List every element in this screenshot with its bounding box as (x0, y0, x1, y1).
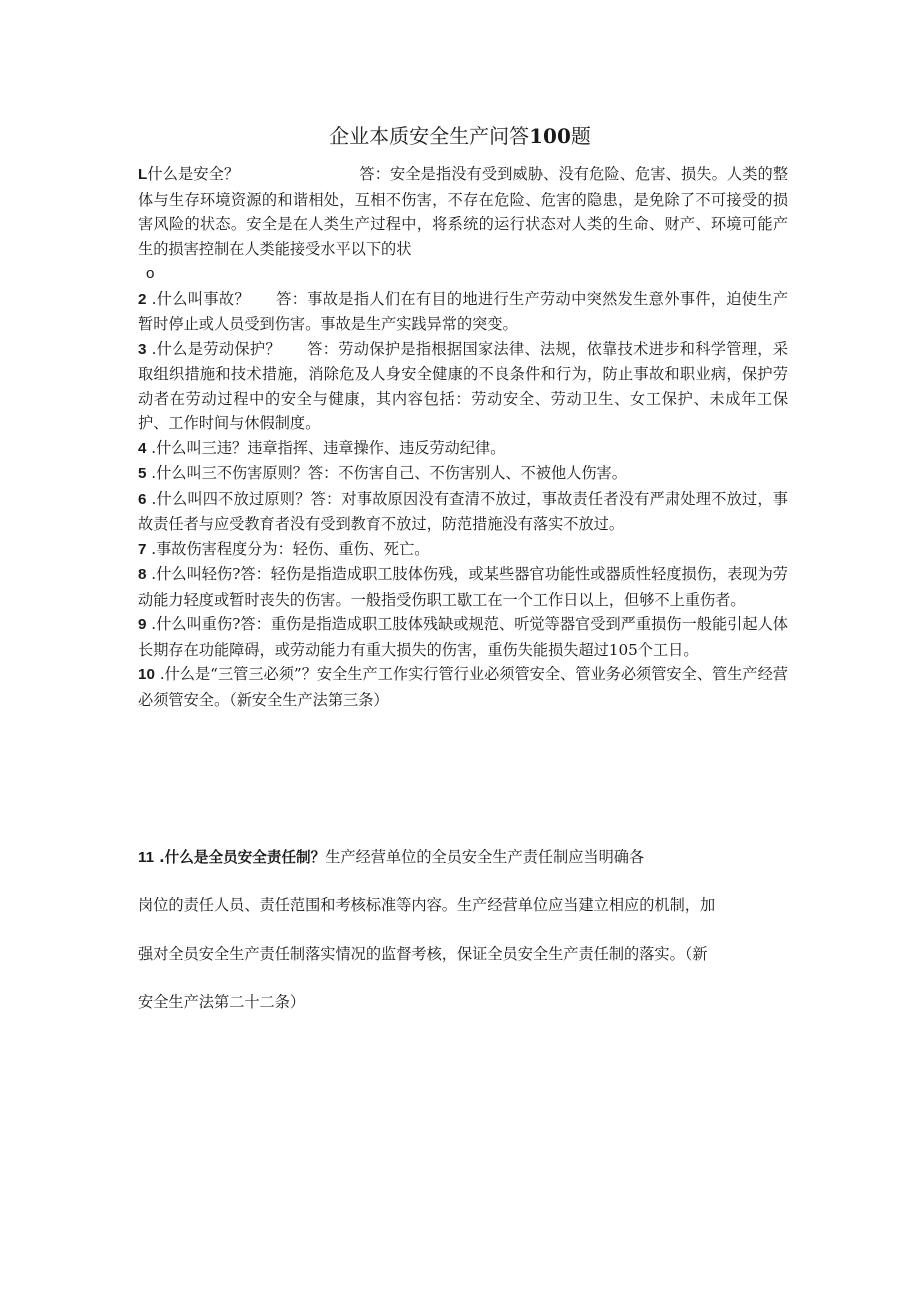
item-11-line-3: 强对全员安全生产责任制落实情况的监督考核，保证全员安全生产责任制的落实。（新 (138, 945, 708, 963)
qa-item-1-end (138, 261, 788, 287)
qa-item-5 (138, 461, 788, 487)
qa-item-9 (138, 612, 788, 662)
item-end-mark: o (146, 265, 155, 282)
item-text: .什么是“三管三必须”？安全生产工作实行管行业必须管安全、管业务必须管安全、管生产经营必须管安全。（新安全生产法第三条） (138, 665, 788, 709)
qa-item-8 (138, 562, 788, 612)
qa-item-1 (138, 162, 788, 261)
item-number: 2 (138, 290, 147, 308)
item-number: 10 (138, 666, 155, 683)
item-question: .什么叫事故？ (146, 289, 250, 308)
qa-item-10 (138, 662, 788, 712)
item-answer: 答：安全是指没有受到威胁、没有危险、危害、损 (359, 165, 697, 183)
qa-item-3 (138, 337, 788, 436)
item-number: 11 (138, 849, 155, 866)
item-text: .什么叫四不放过原则？答：对事故原因没有查清不放过，事故责任者没有严肃处理不放过，事故责任者与应受教育者没有受到教育不放过，防范措施没有落实不放过。 (138, 489, 788, 533)
item-11-line-4: 安全生产法第二十二条） (138, 993, 306, 1011)
qa-item-6 (138, 487, 788, 537)
item-answer-cont: 失。人类的整体与生存环境资源的和谐相处，互相不伤害，不存在危险、危害的隐患，是免除了不可接受的损害风险的状态。安全是在人类生产过程中，将系统的运行状态对人类的生命、财产、环境可能产生的损害控制在人类能接受水平以下的状 (138, 165, 789, 258)
title-end: 题 (570, 124, 591, 148)
item-number: 7 (138, 540, 147, 558)
item-number: 8 (138, 566, 147, 583)
qa-item-4 (138, 436, 788, 462)
qa-item-7 (138, 537, 788, 563)
item-number: 6 (138, 490, 147, 508)
qa-item-2 (138, 287, 788, 337)
item-answer: 答：事故是指人们在有目的地进行生产劳动中突然发生意外事件，迫使生产暂时停止或人员受到伤害。事故是生产实践异常的突变。 (138, 289, 789, 333)
item-text: .什么叫轻伤?答：轻伤是指造成职工肢体伤残，或某些器官功能性或器质性轻度损伤，表现为劳动能力轻度或暂时丧失的伤害。一般指受伤职工歇工在一个工作日以上，但够不上重伤者。 (138, 565, 788, 609)
title-main: 企业本质安全生产问答 (329, 124, 530, 148)
item-answer: 答：劳动保护是指根据国家法律、法规，依靠技术进步和科学管理，采取组织措施和技术措施，消除危及人身安全健康的不良条件和行为，防止事故和职业病，保护劳动者在劳动过程中的安全与健康，其内容包括：劳动安全、劳动卫生、女工保护、未成年工保护、工作时间与休假制度。 (138, 339, 789, 432)
item-text: .什么叫三不伤害原则？答：不伤害自己、不伤害别人、不被他人伤害。 (146, 464, 627, 482)
item-11-line-1 (138, 843, 644, 872)
title-number: 100 (529, 124, 571, 148)
item-number: 9 (138, 616, 147, 633)
item-number: L (138, 166, 148, 183)
document-title (0, 121, 920, 151)
item-11-line-2: 岗位的责任人员、责任范围和考核标准等内容。生产经营单位应当建立相应的机制，加 (138, 896, 716, 914)
item-text: .事故伤害程度分为：轻伤、重伤、死亡。 (146, 539, 430, 558)
item-question: .什么是全员安全责任制？ (154, 849, 326, 866)
item-question: 什么是安全？ (147, 165, 240, 183)
item-text: .什么叫重伤?答：重伤是指造成职工肢体残缺或规范、听觉等器官受到严重损伤一般能引起人体长期存在功能障碍，或劳动能力有重大损失的伤害，重伤失能损失超过105个工日。 (138, 615, 788, 659)
item-text: .什么叫三违？违章指挥、违章操作、违反劳动纪律。 (146, 438, 506, 457)
item-number: 5 (138, 465, 147, 482)
item-question: .什么是劳动保护？ (146, 339, 281, 358)
item-answer: 生产经营单位的全员安全生产责任制应当明确各 (325, 848, 645, 866)
item-number: 3 (138, 340, 147, 358)
qa-list (138, 162, 788, 712)
item-number: 4 (138, 439, 147, 457)
